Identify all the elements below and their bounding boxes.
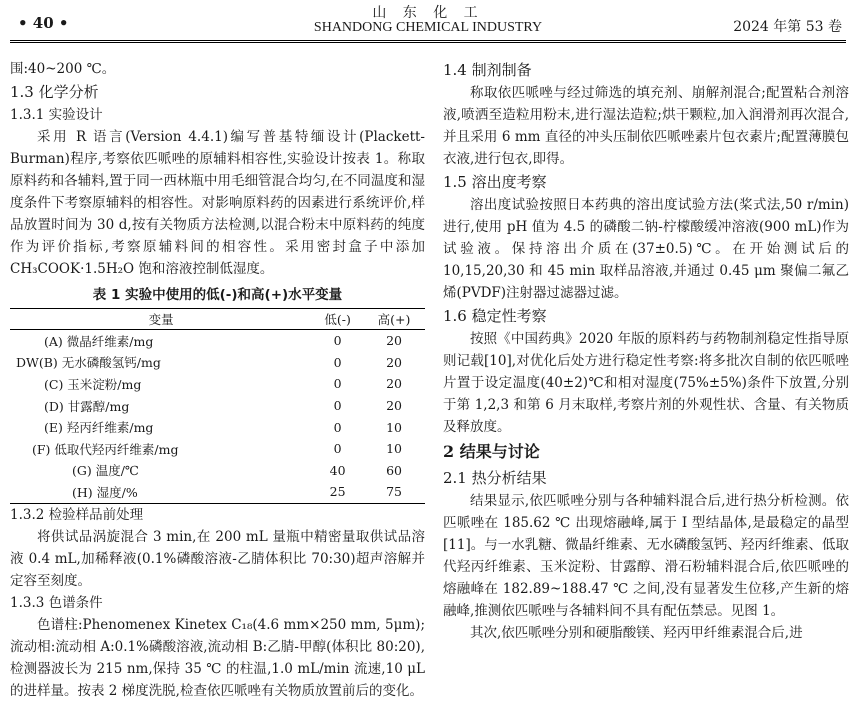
paragraph-thermal-results: 结果显示,依匹哌唑分别与各种辅料混合后,进行热分析检测。依匹哌唑在 185.62 ℃ 出现熔融峰,属于 I 型结晶体,是最稳定的晶型[11]。与一水乳糖、微晶纤维素、无水磷酸氢钙、羟丙纤维素、低取代羟丙纤维素、玉米淀粉、甘露醇、滑石粉辅料混合后,依匹哌唑的熔融峰在 182.89~188.47 ℃ 之间,没有显著发生位移,产生新的熔融峰,推测依匹哌唑与各辅料间不具有配伍禁忌。见图 1。 — [443, 493, 849, 619]
table-cell: (F) 低取代羟丙纤维素/mg — [32, 441, 179, 457]
table-row — [10, 438, 425, 460]
table-caption: 表 1 实验中使用的低(-)和高(+)水平变量 — [92, 287, 343, 303]
table-cell: (A) 微晶纤维素/mg — [44, 333, 154, 349]
table-row — [10, 373, 425, 395]
table-cell: 20 — [386, 398, 402, 414]
table-cell: 60 — [386, 462, 402, 478]
table-row — [10, 460, 425, 482]
table-cell: (H) 湿度/% — [10, 481, 312, 503]
table-row — [10, 395, 425, 417]
table-row — [10, 416, 425, 438]
table-cell: 0 — [333, 441, 342, 457]
table-header-variable: 变量 — [10, 309, 312, 330]
left-column — [10, 58, 425, 702]
table-cell: (E) 羟丙纤维素/mg — [44, 420, 154, 436]
subsection-heading-1-3-2: 1.3.2 检验样品前处理 — [10, 506, 144, 523]
table-row — [10, 352, 425, 374]
subsection-heading-1-3-1: 1.3.1 实验设计 — [10, 107, 103, 123]
table-cell: 20 — [386, 376, 402, 392]
table-row — [10, 481, 425, 503]
paragraph-experiment-design: 采用 R 语言(Version 4.4.1)编写普基特缅设计(Plackett-Burman)程序,考察依匹哌唑的原辅料相容性,实验设计按表 1。称取原料药和各辅料,置于同一西林瓶中用毛细管混合均匀,在不同温度和湿度条件下考察原辅料的相容性。对影响原料药的因素进行系统评价,样品放置时间为 30 d,按有关物质方法检测,以混合粉末中原料药的纯度作为评价指标,考察原辅料间的相容性。采用密封盒子中添加 CH₃COOK·1.5H₂O 饱和溶液控制低湿度。 — [10, 129, 425, 277]
table-cell: 0 — [333, 354, 342, 370]
paragraph-sample-prep: 将供试品涡旋混合 3 min,在 200 mL 量瓶中精密量取供试品溶液 0.4 mL,加稀释液(0.1%磷酸溶液-乙腈体积比 70:30)超声溶解并定容至刻度。 — [10, 528, 425, 589]
table-cell: (G) 温度/℃ — [72, 463, 139, 479]
section-heading-1-3: 1.3 化学分析 — [10, 83, 99, 101]
table-cell: 25 — [312, 481, 363, 503]
table-cell: 75 — [363, 481, 425, 503]
paragraph-chromatography: 色谱柱:Phenomenex Kinetex C₁₈(4.6 mm×250 mm, 5μm);流动相:流动相 A:0.1%磷酸溶液,流动相 B:乙腈-甲醇(体积比 80:20),检测器波长为 215 nm,保持 35 ℃ 的柱温,1.0 mL/min 流速,10 μL 的进样量。按表 2 梯度洗脱,检查依匹哌唑有关物质放置前后的变化。 — [10, 616, 425, 699]
paragraph-continued: 围:40~200 ℃。 — [10, 61, 116, 77]
table-header-high: 高(+) — [363, 309, 425, 330]
variables-table — [10, 308, 425, 504]
section-heading-2-1: 2.1 热分析结果 — [443, 469, 547, 487]
table-cell: 10 — [386, 441, 402, 457]
table-cell: 0 — [333, 333, 342, 349]
table-cell: DW(B) 无水磷酸氢钙/mg — [16, 355, 161, 371]
paragraph-continued-next: 其次,依匹哌唑分别和硬脂酸镁、羟丙甲纤维素混合后,进 — [470, 625, 803, 641]
section-heading-2: 2 结果与讨论 — [443, 442, 540, 461]
page-header — [10, 0, 846, 40]
table-cell: (D) 甘露醇/mg — [44, 398, 130, 414]
journal-issue: 2024 年第 53 卷 — [733, 19, 842, 35]
journal-title-en: SHANDONG CHEMICAL INDUSTRY — [313, 20, 543, 35]
section-heading-1-6: 1.6 稳定性考察 — [443, 307, 547, 325]
table-cell: (C) 玉米淀粉/mg — [44, 376, 142, 392]
journal-title-cn: 山 东 化 工 — [372, 5, 484, 21]
table-cell: 20 — [386, 354, 402, 370]
header-rule — [10, 40, 846, 43]
section-heading-1-5: 1.5 溶出度考察 — [443, 173, 547, 191]
table-cell: 0 — [333, 376, 342, 392]
paragraph-formulation: 称取依匹哌唑与经过筛选的填充剂、崩解剂混合;配置粘合剂溶液,喷洒至造粒用粉末,进行湿法造粒;烘干颗粒,加入润滑剂再次混合,并且采用 6 mm 直径的冲头压制依匹哌唑素片包衣素片;配置薄膜包衣液,进行包衣,即得。 — [443, 85, 849, 167]
table-row — [10, 330, 425, 352]
table-cell: 10 — [386, 419, 402, 435]
table-header-low: 低(-) — [312, 309, 363, 330]
table-cell: 0 — [333, 398, 342, 414]
table-cell: 40 — [329, 462, 346, 478]
paragraph-dissolution: 溶出度试验按照日本药典的溶出度试验方法(桨式法,50 r/min)进行,使用 pH 值为 4.5 的磷酸二钠-柠檬酸缓冲溶液(900 mL)作为试验液。保持溶出介质在(37±0.5)℃。在开始测试后的 10,15,20,30 和 45 min 取样品溶液,并通过 0.45 μm 聚偏二氟乙烯(PVDF)注射器过滤器过滤。 — [443, 197, 849, 301]
table-cell: 0 — [333, 419, 342, 435]
subsection-heading-1-3-3: 1.3.3 色谱条件 — [10, 594, 103, 611]
section-heading-1-4: 1.4 制剂制备 — [443, 61, 532, 79]
table-cell: 20 — [386, 333, 402, 349]
right-column — [443, 58, 849, 644]
paragraph-stability: 按照《中国药典》2020 年版的原料药与药物制剂稳定性指导原则记载[10],对优化后处方进行稳定性考察:将多批次自制的依匹哌唑片置于设定温度(40±2)℃和相对湿度(75%±5%)条件下放置,分别于第 1,2,3 和第 6 月末取样,考察片剂的外观性状、含量、有关物质及释放度。 — [443, 331, 849, 435]
page-number: • 40 • — [18, 14, 69, 32]
